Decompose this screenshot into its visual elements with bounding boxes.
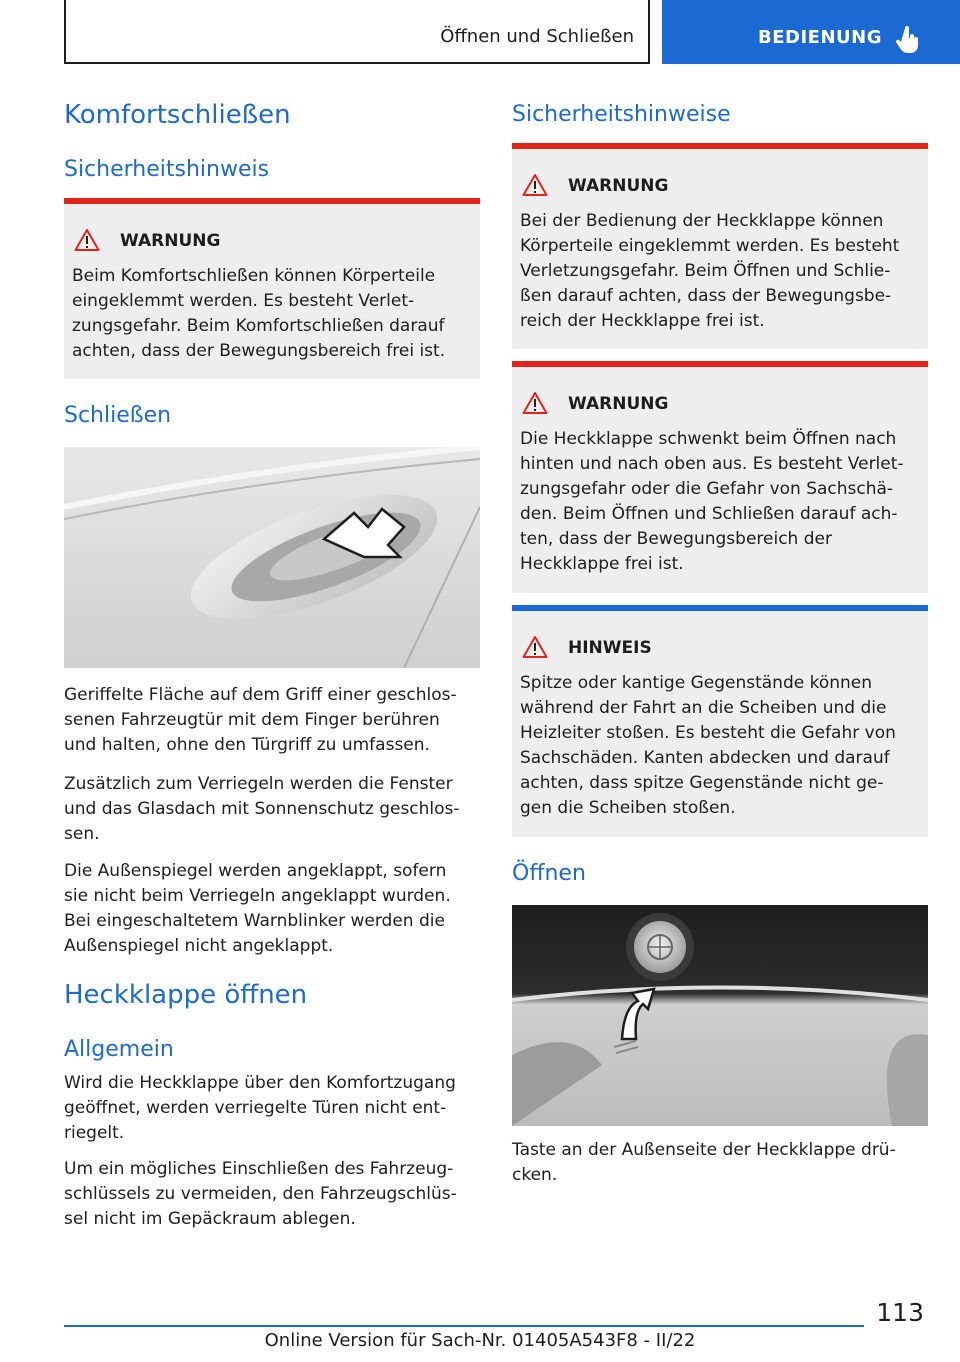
open-paragraph: Taste an der Außenseite der Heckklappe drü- cken. xyxy=(512,1140,896,1185)
footer-online-version: Online Version für Sach-Nr. 01405A543F8 - II/22 xyxy=(264,1330,696,1351)
chapter-tab xyxy=(662,0,960,64)
page-number: 113 xyxy=(876,1298,924,1327)
chapter-title: BEDIENUNG xyxy=(758,27,882,48)
tailgate-illustration xyxy=(512,905,928,1126)
close-heading: Schließen xyxy=(64,403,172,428)
open-heading: Öffnen xyxy=(512,861,586,886)
hand-pointer-icon xyxy=(896,26,920,54)
warning-triangle-icon xyxy=(74,228,100,252)
komfortschliessen-title: Komfortschließen xyxy=(64,100,291,130)
warning-label: WARNUNG xyxy=(568,176,669,196)
notice-label: HINWEIS xyxy=(568,638,652,658)
warning-box-right-1 xyxy=(512,143,928,349)
general-paragraph-1: Wird die Heckklappe über den Komfortzugang geöffnet, werden verriegelte Türen nicht ent- riegelt. xyxy=(64,1073,456,1143)
safety-heading-left: Sicherheitshinweis xyxy=(64,157,270,182)
close-paragraph-3: Die Außenspiegel werden angeklappt, sofern sie nicht beim Verriegeln angeklappt wurden. Bei eingeschaltetem Warnblinker werden die Außenspiegel nicht angeklappt. xyxy=(64,861,451,956)
warning-text: Beim Komfortschließen können Körperteile eingeklemmt werden. Es besteht Verlet- zungsgefahr. Beim Komfortschließen darauf achten, dass der Bewegungsbereich frei ist. xyxy=(72,266,446,361)
footer-rule xyxy=(64,1325,864,1327)
door-handle-photo xyxy=(64,447,480,668)
warning-box-left xyxy=(64,198,480,379)
tailgate-button-photo xyxy=(512,905,928,1126)
notice-box xyxy=(512,605,928,837)
warning-text: Bei der Bedienung der Heckklappe können Körperteile eingeklemmt werden. Es besteht Verletzungsgefahr. Beim Öffnen und Schlie- ßen darauf achten, dass der Bewegungsbe- reich der Heckklappe frei ist. xyxy=(520,211,900,331)
door-handle-illustration xyxy=(64,447,480,668)
page-header xyxy=(0,0,960,64)
section-title: Öffnen und Schließen xyxy=(440,26,634,47)
general-paragraph-2: Um ein mögliches Einschließen des Fahrzeug- schlüssels zu vermeiden, den Fahrzeugschlüs- sel nicht im Gepäckraum ablegen. xyxy=(64,1159,457,1229)
warning-box-right-2 xyxy=(512,361,928,593)
close-paragraph-2: Zusätzlich zum Verriegeln werden die Fenster und das Glasdach mit Sonnenschutz geschlos- sen. xyxy=(64,774,460,844)
warning-triangle-icon xyxy=(522,635,548,659)
notice-text: Spitze oder kantige Gegenstände können während der Fahrt an die Scheiben und die Heizleiter stoßen. Es besteht die Gefahr von Sachschäden. Kanten abdecken und darauf achten, dass spitze Gegenstände nicht ge- gen die Scheiben stoßen. xyxy=(520,673,896,818)
warning-triangle-icon xyxy=(522,173,548,197)
warning-triangle-icon xyxy=(522,391,548,415)
section-tab xyxy=(64,0,650,64)
close-paragraph-1: Geriffelte Fläche auf dem Griff einer geschlos- senen Fahrzeugtür mit dem Finger berühren und halten, ohne den Türgriff zu umfassen. xyxy=(64,685,457,755)
tailgate-title: Heckklappe öffnen xyxy=(64,980,308,1010)
warning-label: WARNUNG xyxy=(568,394,669,414)
safety-heading-right: Sicherheitshinweise xyxy=(512,102,731,127)
general-heading: Allgemein xyxy=(64,1037,174,1062)
warning-text: Die Heckklappe schwenkt beim Öffnen nach hinten und nach oben aus. Es besteht Verlet- zungsgefahr oder die Gefahr von Sachschä- den. Beim Öffnen und Schließen darauf ach- ten, dass der Bewegungsbereich der Heckklappe frei ist. xyxy=(520,429,904,574)
warning-label: WARNUNG xyxy=(120,231,221,251)
